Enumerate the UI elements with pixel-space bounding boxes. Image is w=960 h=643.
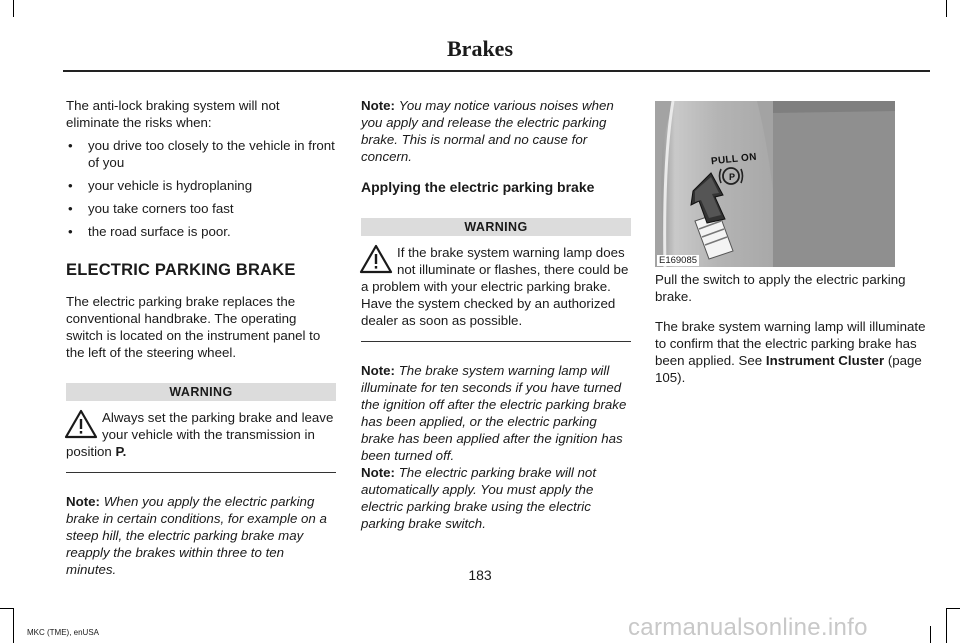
switch-illustration (655, 101, 895, 267)
list-item: • the road surface is poor. (66, 223, 336, 240)
column-middle (361, 97, 631, 532)
warning-triangle-icon (359, 244, 393, 274)
abs-intro: The anti-lock braking system will not eliminate the risks when: (66, 98, 280, 130)
body-text: Pull the switch to apply the electric parking brake. (655, 272, 906, 304)
risk-list (66, 137, 336, 240)
note (361, 362, 631, 464)
figure-label: PULL ON (710, 151, 758, 168)
crop-mark (946, 0, 947, 17)
note-text: The brake system warning lamp will illuminate for ten seconds if you have turned the ignition off after the electric parking brake has been applied, or the electric parking brake has been applied after the ignition has been turned off. (361, 363, 627, 463)
list-item: • you take corners too fast (66, 200, 336, 217)
crop-mark (0, 608, 14, 609)
note (361, 464, 631, 532)
note-label: Note: (66, 494, 100, 509)
body-text-part: The brake system warning lamp will illuminate to confirm that the electric parking brake has been applied. See (655, 319, 926, 368)
parking-brake-figure (655, 101, 895, 267)
page-title: Brakes (447, 36, 513, 61)
list-item: • you drive too closely to the vehicle in front of you (66, 137, 336, 171)
body-text-2 (655, 318, 930, 386)
warning-divider (361, 341, 631, 342)
crop-mark (946, 608, 947, 643)
note-label: Note: (361, 98, 395, 113)
figure-id: E169085 (659, 255, 698, 266)
section-heading: ELECTRIC PARKING BRAKE (66, 261, 296, 279)
column-right (655, 97, 930, 386)
page-reference: (page 105). (655, 353, 922, 385)
header-divider (63, 70, 930, 72)
document-meta: MKC (TME), enUSA (27, 628, 100, 637)
crop-mark (946, 608, 960, 609)
note-label: Note: (361, 363, 395, 378)
gear-position: P. (115, 444, 127, 459)
warning-header: WARNING (361, 218, 631, 236)
warning-header: WARNING (66, 383, 336, 401)
page-number: 183 (468, 567, 492, 583)
note (66, 493, 336, 578)
sub-heading: Applying the electric parking brake (361, 179, 595, 195)
crop-mark (13, 0, 14, 17)
list-item: • your vehicle is hydroplaning (66, 177, 336, 194)
warning-divider (66, 472, 336, 473)
column-left (66, 97, 336, 578)
warning-body (361, 244, 631, 329)
figure-symbol: P (728, 172, 735, 182)
cross-reference-link[interactable]: Instrument Cluster (765, 353, 885, 368)
section-text: The electric parking brake replaces the conventional handbrake. The operating switch is located on the instrument panel to the left of the steering wheel. (66, 294, 321, 360)
note (361, 97, 631, 165)
crop-mark (13, 608, 14, 643)
watermark: carmanualsonline.info (628, 614, 868, 641)
warning-body (66, 409, 336, 460)
warning-text: If the brake system warning lamp does not illuminate or flashes, there could be a problem with your electric parking brake. Have the system checked by an authorized dealer as soon as possible. (361, 245, 629, 328)
note-label: Note: (361, 465, 395, 480)
note-text: You may notice various noises when you apply and release the electric parking brake. This is normal and no cause for concern. (361, 98, 614, 164)
warning-text: Always set the parking brake and leave your vehicle with the transmission in position (66, 410, 334, 459)
warning-triangle-icon (64, 409, 98, 439)
note-text: The electric parking brake will not automatically apply. You must apply the electric parking brake using the electric parking brake switch. (361, 465, 597, 531)
note-text: When you apply the electric parking brake in certain conditions, for example on a steep hill, the electric parking brake may reapply the brakes within three to ten minutes. (66, 494, 327, 577)
crop-mark (930, 626, 931, 643)
